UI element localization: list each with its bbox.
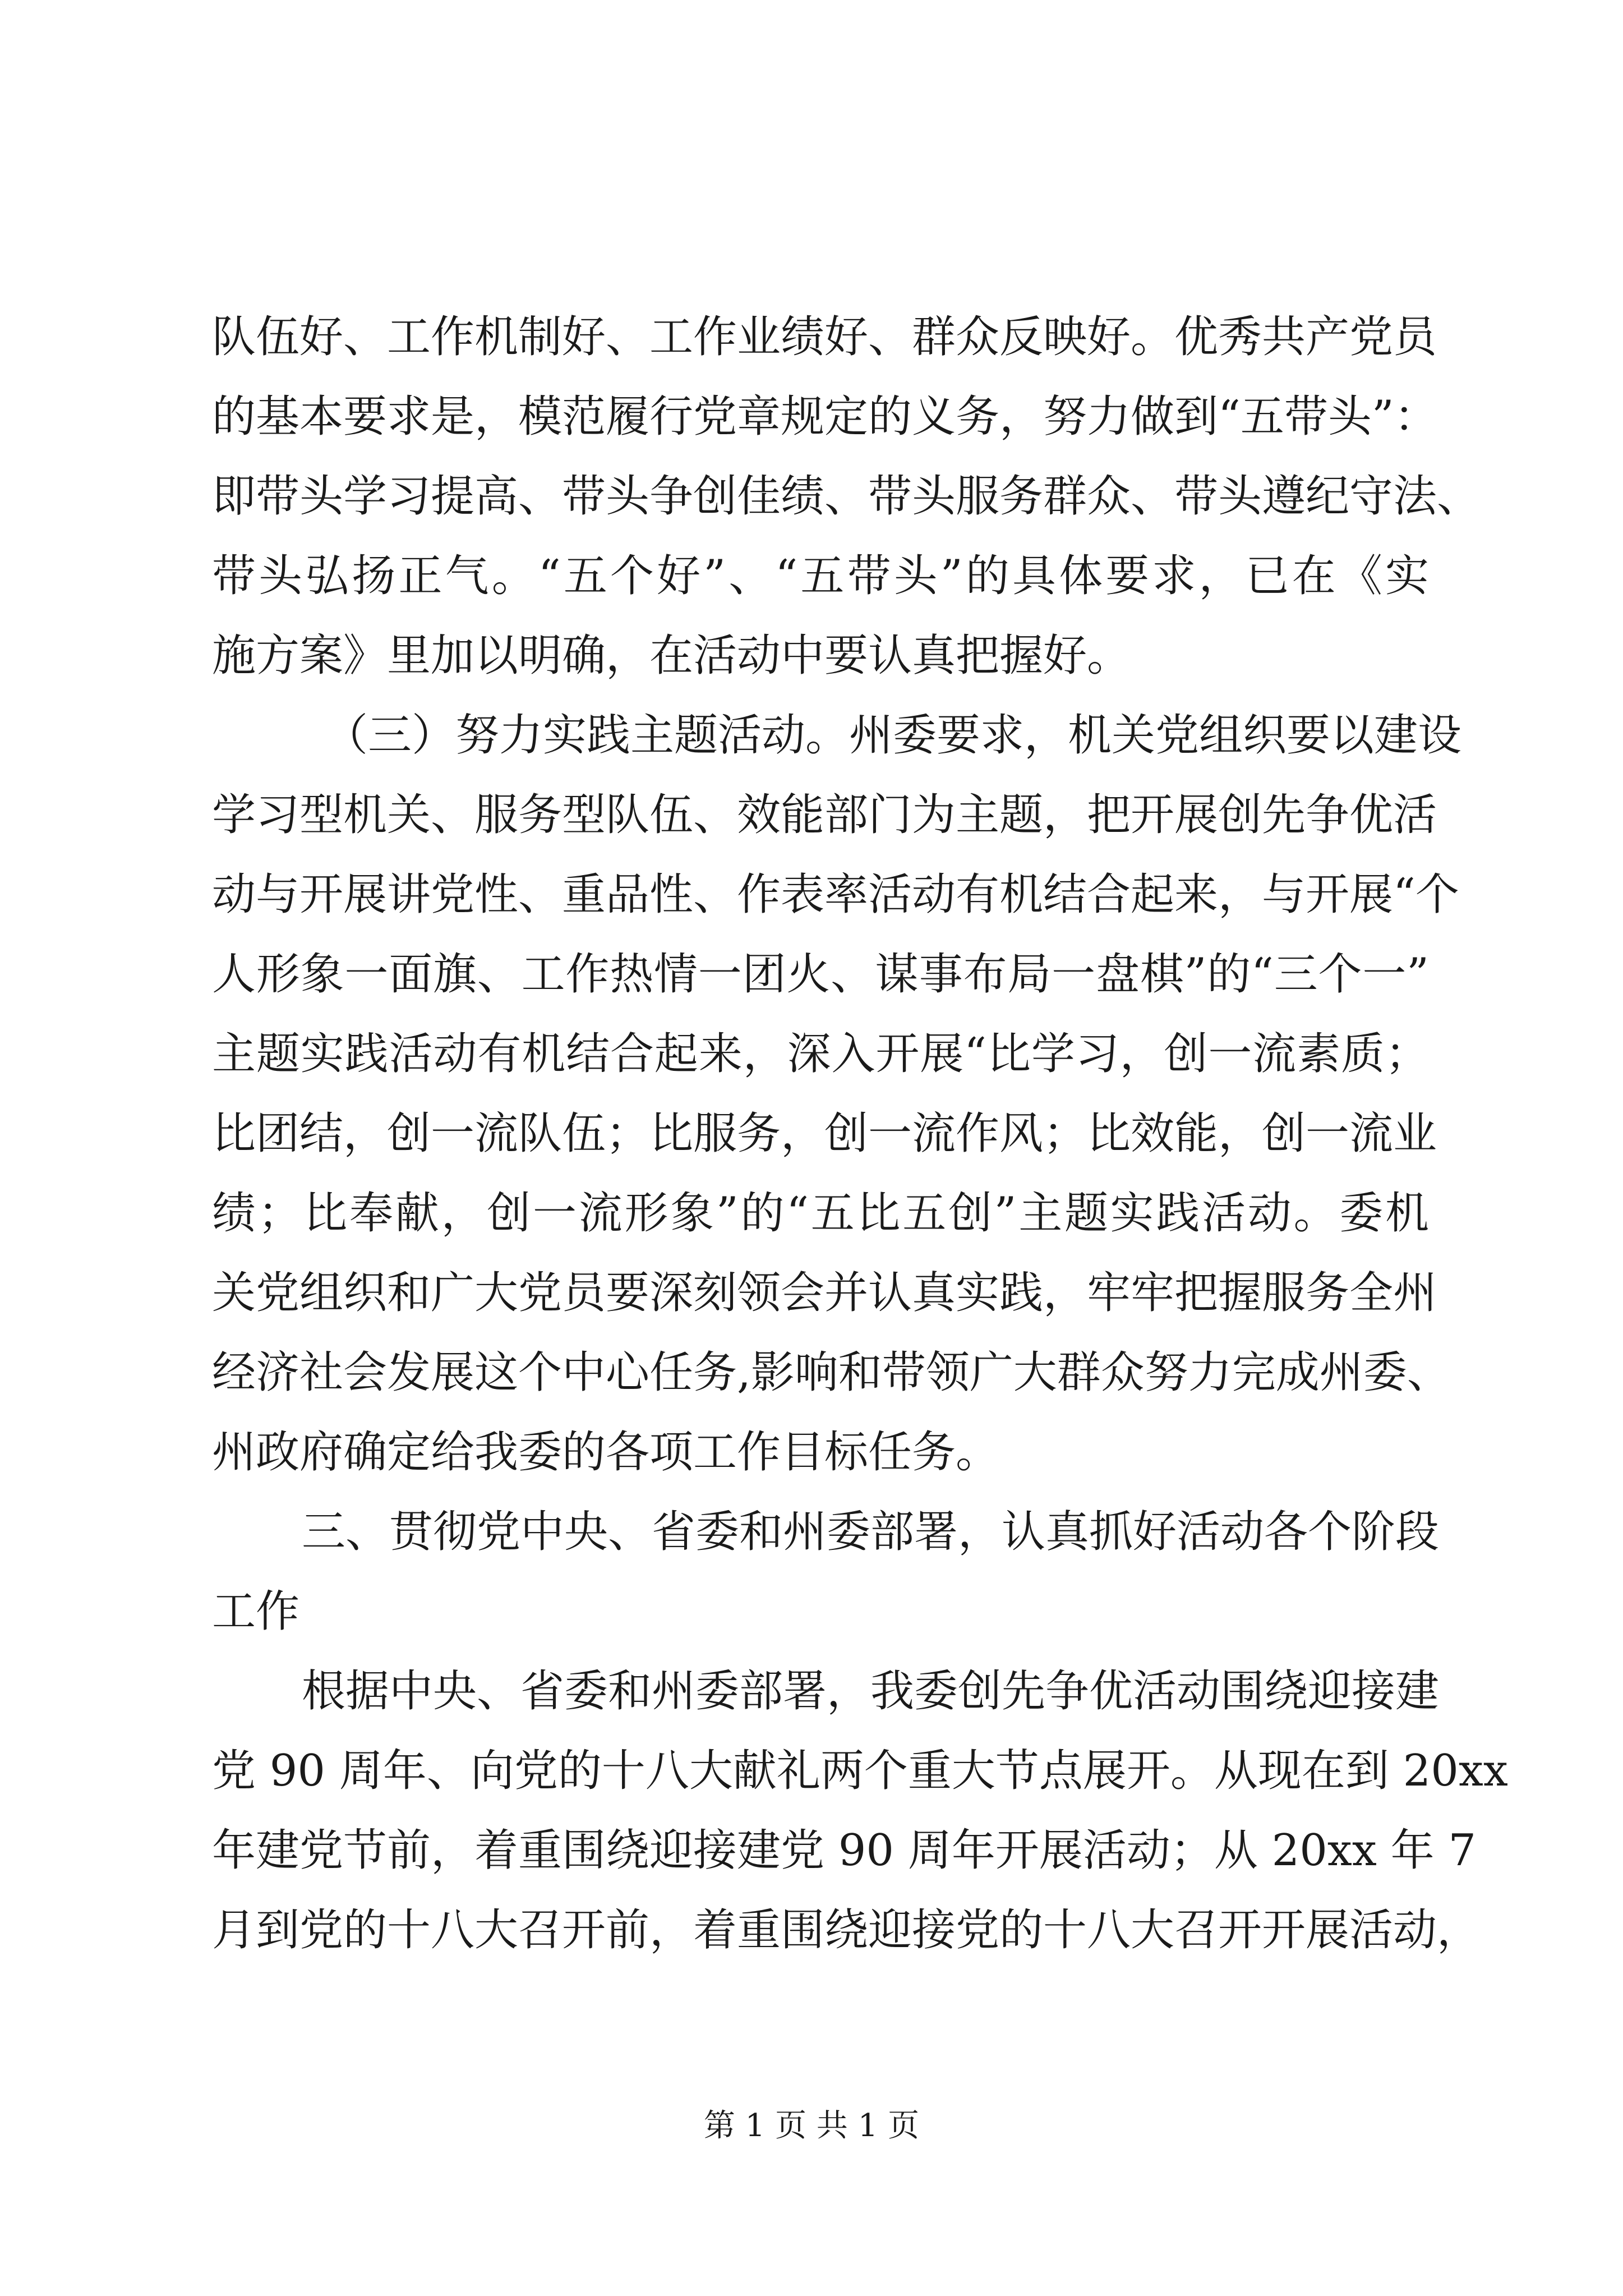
text-line: 动与开展讲党性、重品性、作表率活动有机结合起来，与开展“个 [212,869,1459,920]
text-line: 带头弘扬正气。“五个好”、“五带头”的具体要求，已在《实 [212,551,1429,601]
text-line: 月到党的十八大召开前，着重围绕迎接党的十八大召开开展活动， [212,1905,1481,1955]
text-line: 经济社会发展这个中心任务,影响和带领广大群众努力完成州委、 [212,1347,1451,1398]
text-line: 学习型机关、服务型队伍、效能部门为主题，把开展创先争优活 [212,790,1437,840]
text-line: 即带头学习提高、带头争创佳绩、带头服务群众、带头遵纪守法、 [212,471,1481,522]
text-line: 队伍好、工作机制好、工作业绩好、群众反映好。优秀共产党员 [212,312,1437,362]
text-line: 人形象一面旗、工作热情一团火、谋事布局一盘棋”的“三个一” [212,949,1429,1000]
text-line: 绩；比奉献，创一流形象”的“五比五创”主题实践活动。委机 [212,1188,1429,1239]
section-heading-line: 工作 [212,1586,300,1637]
text-line: 比团结，创一流队伍；比服务，创一流作风；比效能，创一流业 [212,1108,1437,1159]
text-line: 主题实践活动有机结合起来，深入开展“比学习，创一流素质； [212,1029,1429,1079]
section-heading-line: （三）努力实践主题活动。州委要求，机关党组织要以建设 [324,710,1462,761]
text-line: 党 90 周年、向党的十八大献礼两个重大节点展开。从现在到 20xx [212,1746,1508,1796]
section-heading-line: 三、贯彻党中央、省委和州委部署，认真抓好活动各个阶段 [302,1507,1440,1557]
text-line: 州政府确定给我委的各项工作目标任务。 [212,1427,1000,1478]
document-body [212,297,1508,1970]
text-line: 施方案》里加以明确，在活动中要认真把握好。 [212,631,1131,681]
text-line: 年建党节前，着重围绕迎接建党 90 周年开展活动；从 20xx 年 7 [212,1825,1477,1876]
page-number-footer: 第 1 页 共 1 页 [703,2108,920,2144]
text-line: 根据中央、省委和州委部署，我委创先争优活动围绕迎接建 [302,1666,1440,1717]
text-line: 关党组织和广大党员要深刻领会并认真实践，牢牢把握服务全州 [212,1268,1437,1318]
text-line: 的基本要求是，模范履行党章规定的义务，努力做到“五带头”： [212,392,1438,442]
